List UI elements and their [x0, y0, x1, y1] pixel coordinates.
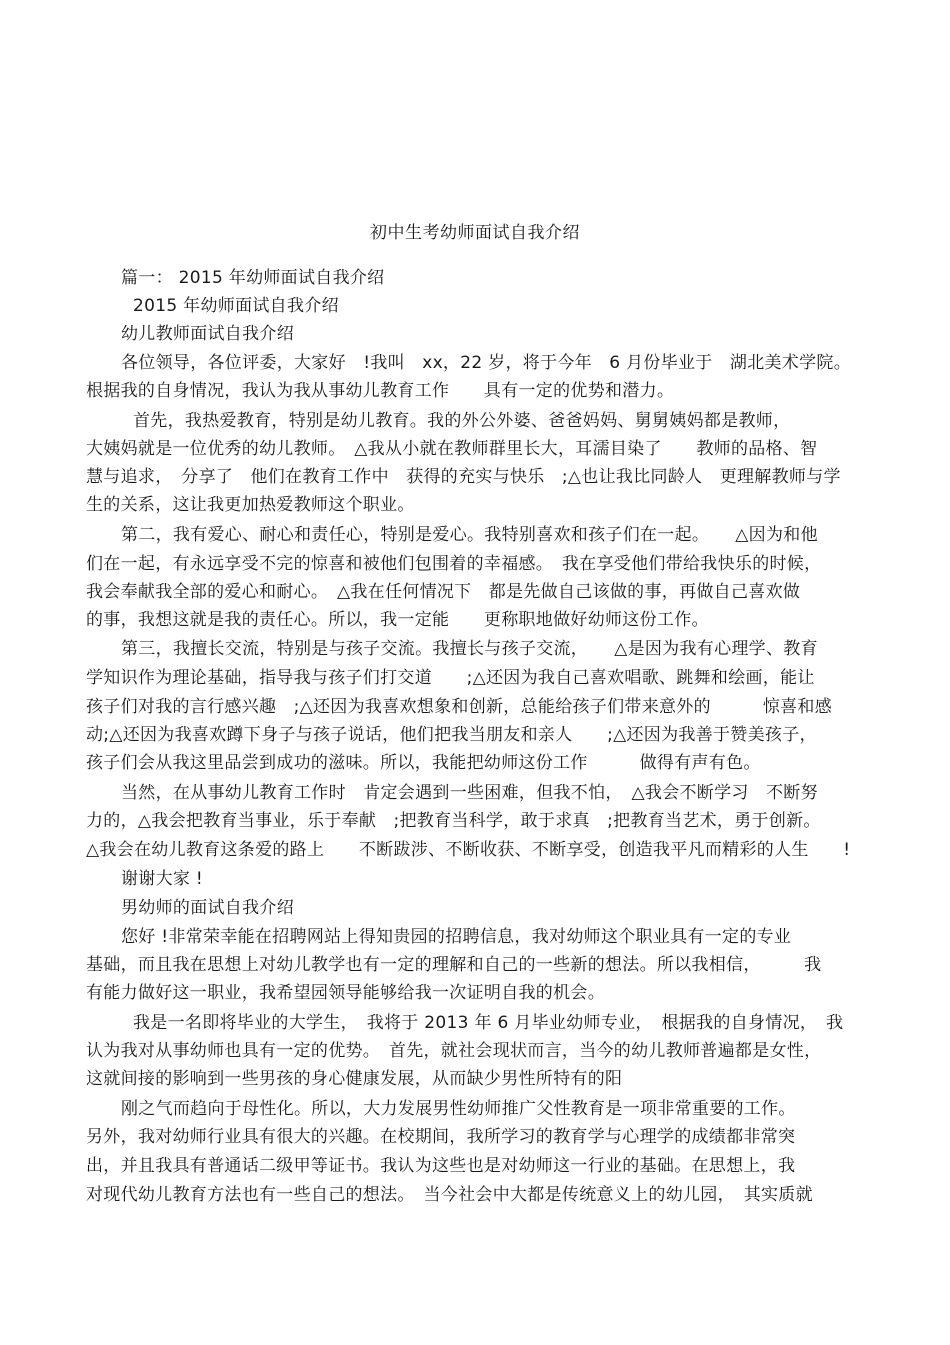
paragraph-line: 大姨妈就是一位优秀的幼儿教师。 △我从小就在教师群里长大，耳濡目染了 教师的品格、智 [86, 439, 818, 459]
paragraph-line: △我会在幼儿教育这条爱的路上 不断跋涉、不断收获、不断享受，创造我平凡而精彩的人生 ! [86, 840, 851, 860]
paragraph-line: 篇一： 2015 年幼师面试自我介绍 [121, 268, 385, 288]
paragraph-line: 这就间接的影响到一些男孩的身心健康发展，从而缺少男性所特有的阳 [86, 1069, 623, 1089]
paragraph-line: 幼儿教师面试自我介绍 [121, 324, 294, 344]
paragraph-line: 根据我的自身情况，我认为我从事幼儿教育工作 具有一定的优势和潜力。 [86, 381, 675, 401]
paragraph-line: 的事，我想这就是我的责任心。所以，我一定能 更称职地做好幼师这份工作。 [86, 610, 709, 630]
paragraph-line: 力的，△我会把教育当事业，乐于奉献 ;把教育当科学，敢于求真 ;把教育当艺术，勇于创新。 [86, 811, 821, 831]
paragraph-line: 出，并且我具有普通话二级甲等证书。我认为这些也是对幼师这一行业的基础。在思想上，我 [86, 1156, 796, 1176]
paragraph-line: 慧与追求， 分享了 他们在教育工作中 获得的充实与快乐 ;△也让我比同龄人 更理解教师与学 [86, 467, 841, 487]
paragraph-line: 我会奉献我全部的爱心和耐心。 △我在任何情况下 都是先做自己该做的事，再做自己喜欢做 [86, 582, 801, 602]
paragraph-line: 对现代幼儿教育方法也有一些自己的想法。 当今社会中大都是传统意义上的幼儿园， 其实质就 [86, 1185, 813, 1205]
paragraph-line: 学知识作为理论基础，指导我与孩子们打交道 ;△还因为我自己喜欢唱歌、跳舞和绘画，能让 [86, 668, 815, 688]
paragraph-line: 生的关系，这让我更加热爱教师这个职业。 [86, 495, 415, 515]
paragraph-line: 另外，我对幼师行业具有很大的兴趣。在校期间，我所学习的教育学与心理学的成绩都非常突 [86, 1127, 796, 1147]
paragraph-line: 谢谢大家 ! [121, 869, 204, 889]
paragraph-line: 当然，在从事幼儿教育工作时 肯定会遇到一些困难，但我不怕， △我会不断学习 不断努 [121, 783, 818, 803]
paragraph-line: 您好 !非常荣幸能在招聘网站上得知贵园的招聘信息，我对幼师这个职业具有一定的专业 [121, 927, 792, 947]
paragraph-line: 孩子们会从我这里品尝到成功的滋味。所以，我能把幼师这份工作 做得有声有色。 [86, 753, 761, 773]
paragraph-line: 第三，我擅长交流，特别是与孩子交流。我擅长与孩子交流， △是因为我有心理学、教育 [121, 639, 818, 659]
paragraph-line: 第二，我有爱心、耐心和责任心，特别是爱心。我特别喜欢和孩子们在一起。 △因为和他 [121, 525, 818, 545]
paragraph-line: 们在一起，有永远享受不完的惊喜和被他们包围着的幸福感。 我在享受他们带给我快乐的时候， [86, 554, 822, 574]
paragraph-line: 各位领导，各位评委，大家好 !我叫 xx，22 岁，将于今年 6 月份毕业于 湖北美术学院。 [121, 353, 851, 373]
paragraph-line: 基础，而且我在思想上对幼儿教学也有一定的理解和自己的一些新的想法。所以我相信， 我 [86, 955, 822, 975]
paragraph-line: 2015 年幼师面试自我介绍 [133, 296, 339, 316]
document-title: 初中生考幼师面试自我介绍 [370, 223, 580, 243]
paragraph-line: 认为我对从事幼师也具有一定的优势。 首先，就社会现状而言，当今的幼儿教师普遍都是女性， [86, 1041, 822, 1061]
paragraph-line: 首先，我热爱教育，特别是幼儿教育。我的外公外婆、爸爸妈妈、舅舅姨妈都是教师， [133, 411, 791, 431]
paragraph-line: 刚之气而趋向于母性化。所以，大力发展男性幼师推广父性教育是一项非常重要的工作。 [121, 1099, 796, 1119]
paragraph-line: 动;△还因为我喜欢蹲下身子与孩子说话，他们把我当朋友和亲人 ;△还因为我善于赞美孩子， [86, 725, 817, 745]
paragraph-line: 有能力做好这一职业，我希望园领导能够给我一次证明自我的机会。 [86, 983, 605, 1003]
paragraph-line: 我是一名即将毕业的大学生， 我将于 2013 年 6 月毕业幼师专业， 根据我的自身情况， 我 [133, 1013, 844, 1033]
paragraph-line: 男幼师的面试自我介绍 [121, 898, 294, 918]
paragraph-line: 孩子们对我的言行感兴趣 ;△还因为我喜欢想象和创新，总能给孩子们带来意外的 惊喜和感 [86, 697, 832, 717]
